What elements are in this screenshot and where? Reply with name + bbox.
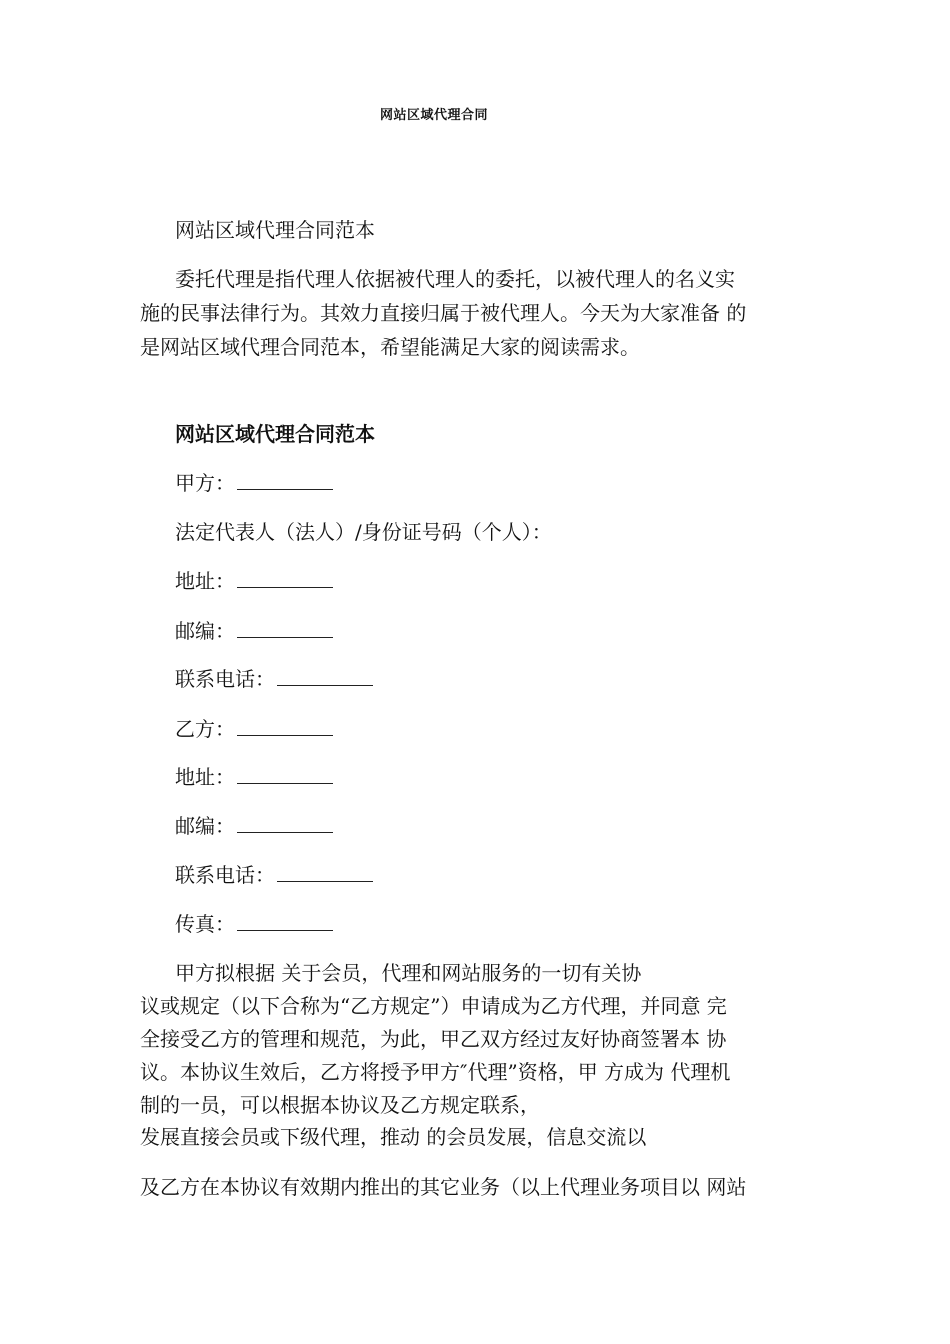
intro-line-1: 委托代理是指代理人依据被代理人的委托，以被代理人的名义实 <box>175 267 735 291</box>
fax-blank <box>237 912 333 931</box>
party-a-blank <box>237 471 333 490</box>
party-a-field <box>175 469 333 497</box>
fax-field <box>175 910 333 938</box>
phone-b-label: 联系电话： <box>175 863 275 887</box>
address-a-blank <box>237 569 333 588</box>
postcode-b-field <box>175 812 333 840</box>
party-b-field <box>175 715 333 743</box>
body-line-1: 甲方拟根据 关于会员，代理和网站服务的一切有关协 <box>175 961 642 985</box>
legal-rep-label: 法定代表人（法人）/身份证号码（个人）： <box>175 520 552 544</box>
body-line-2: 议或规定（以下合称为“乙方规定”）申请成为乙方代理，并同意 完 <box>140 994 727 1018</box>
body-line-4: 议。本协议生效后，乙方将授予甲方″代理”资格，甲 方成为 代理机 <box>140 1060 731 1084</box>
address-b-field <box>175 763 333 791</box>
postcode-a-field <box>175 617 333 645</box>
section-title: 网站区域代理合同范本 <box>175 422 375 446</box>
phone-a-label: 联系电话： <box>175 667 275 691</box>
body-line-7: 及乙方在本协议有效期内推出的其它业务（以上代理业务项目以 网站 <box>140 1175 747 1199</box>
phone-b-blank <box>277 863 373 882</box>
party-b-blank <box>237 717 333 736</box>
address-a-field <box>175 567 333 595</box>
body-line-3: 全接受乙方的管理和规范，为此，甲乙双方经过友好协商签署本 协 <box>140 1027 727 1051</box>
phone-a-blank <box>277 667 373 686</box>
party-b-label: 乙方： <box>175 717 235 741</box>
header-title: 网站区域代理合同 <box>379 108 488 123</box>
address-b-blank <box>237 765 333 784</box>
address-a-label: 地址： <box>175 569 235 593</box>
intro-line-3: 是网站区域代理合同范本，希望能满足大家的阅读需求。 <box>140 335 640 359</box>
body-line-5: 制的一员，可以根据本协议及乙方规定联系， <box>140 1093 540 1117</box>
phone-a-field <box>175 665 373 693</box>
postcode-b-label: 邮编： <box>175 814 235 838</box>
postcode-a-label: 邮编： <box>175 619 235 643</box>
postcode-b-blank <box>237 814 333 833</box>
body-line-6: 发展直接会员或下级代理，推动 的会员发展，信息交流以 <box>140 1125 647 1149</box>
intro-line-2: 施的民事法律行为。其效力直接归属于被代理人。今天为大家准备 的 <box>140 301 747 325</box>
party-a-label: 甲方： <box>175 471 235 495</box>
legal-rep-field <box>175 518 552 546</box>
fax-label: 传真： <box>175 912 235 936</box>
address-b-label: 地址： <box>175 765 235 789</box>
intro-title: 网站区域代理合同范本 <box>175 218 375 242</box>
phone-b-field <box>175 861 373 889</box>
postcode-a-blank <box>237 619 333 638</box>
